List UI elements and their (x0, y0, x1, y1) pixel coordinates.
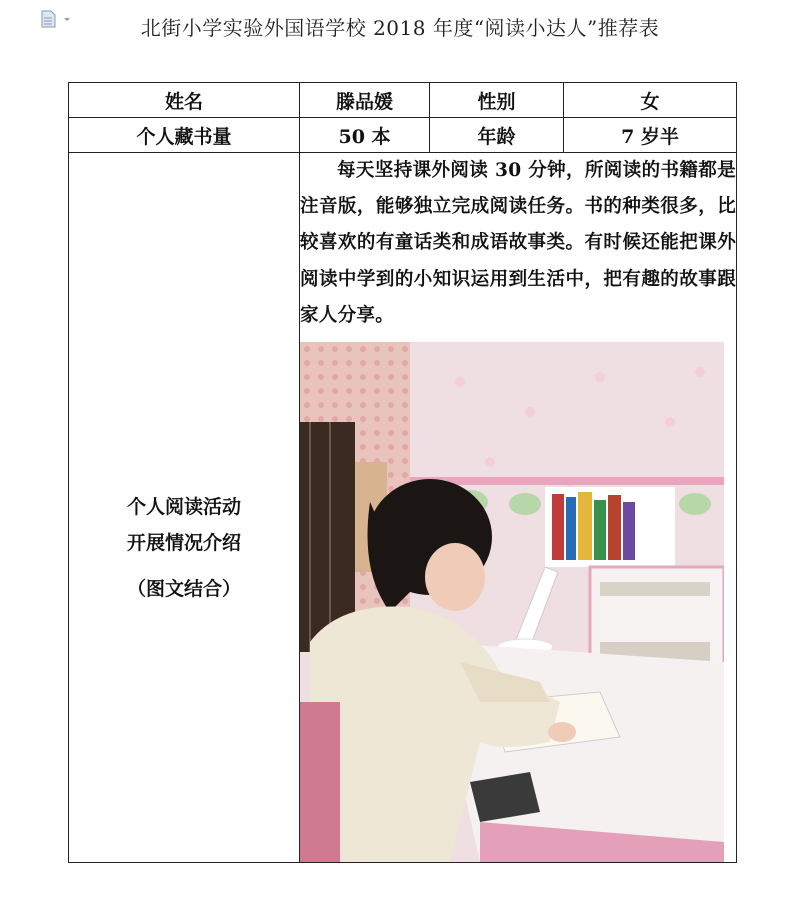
form-row-books (69, 118, 737, 153)
name-value: 滕品媛 (300, 83, 430, 118)
document-title: 北街小学实验外国语学校 2018 年度“阅读小达人”推荐表 (140, 16, 660, 40)
gender-value: 女 (564, 83, 737, 118)
name-label: 姓名 (69, 83, 300, 118)
reading-photo (300, 342, 724, 862)
activity-label-line1: 个人阅读活动 (126, 496, 241, 518)
activity-description: 每天坚持课外阅读 30 分钟，所阅读的书籍都是注音版，能够独立完成阅读任务。书的种类很多，比较喜欢的有童话类和成语故事类。有时候还能把课外阅读中学到的小知识运用到生活中，把有趣的故事跟家人分享。 (300, 160, 736, 326)
activity-label-cell (69, 153, 300, 863)
form-row-name (69, 83, 737, 118)
age-value: 7 岁半 (564, 118, 737, 153)
books-label: 个人藏书量 (69, 118, 300, 153)
recommendation-form (68, 82, 737, 863)
activity-content-cell (300, 153, 737, 863)
activity-label-line2: 开展情况介绍 (126, 532, 241, 554)
books-value: 50 本 (300, 118, 430, 153)
age-label: 年龄 (430, 118, 564, 153)
activity-label-line3: （图文结合） (126, 578, 241, 600)
gender-label: 性别 (430, 83, 564, 118)
form-row-activity (69, 153, 737, 863)
